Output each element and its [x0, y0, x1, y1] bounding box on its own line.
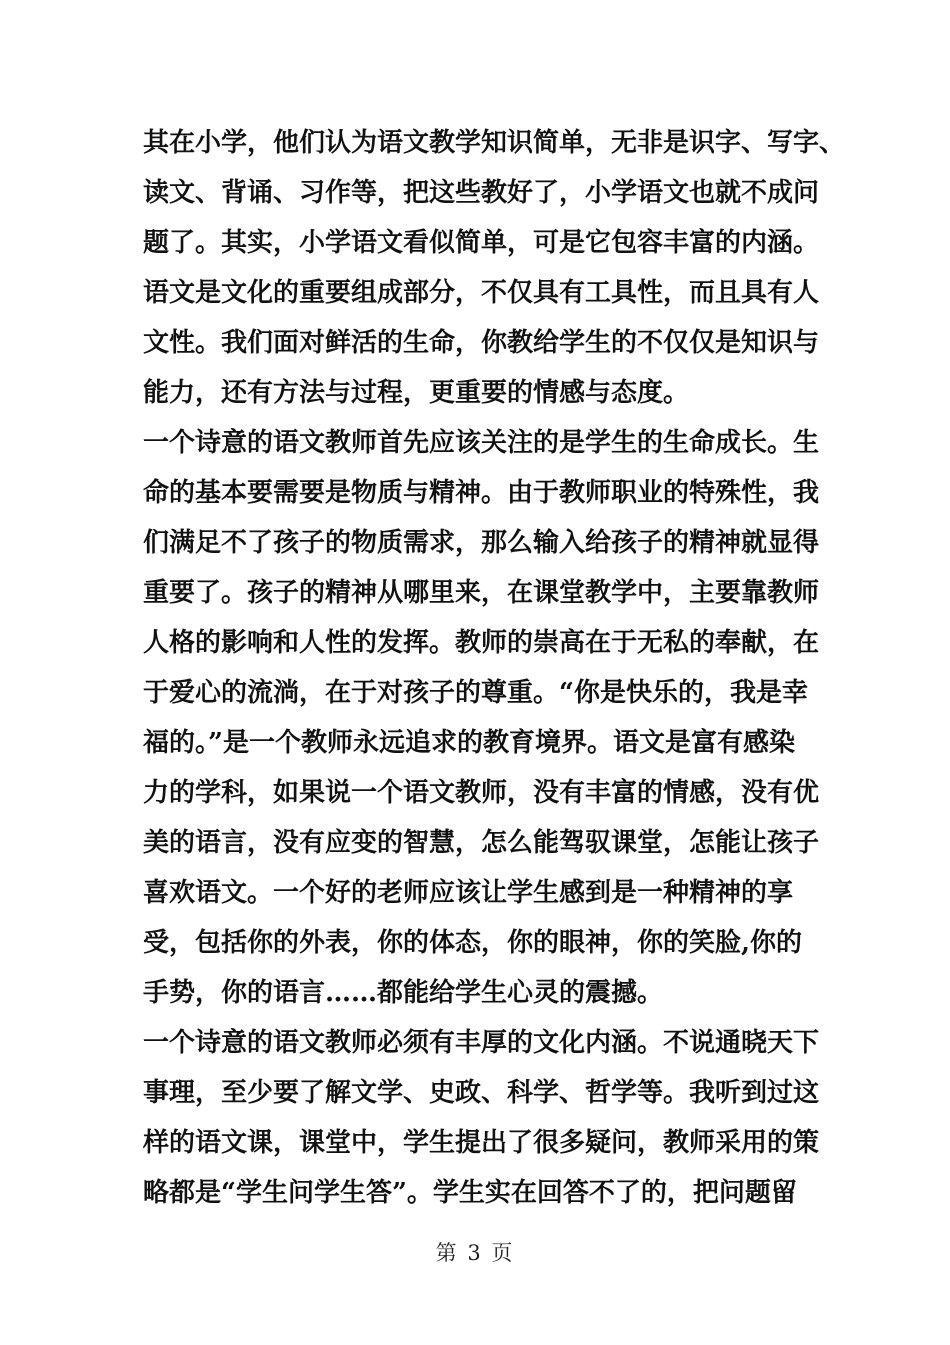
text-line: 手势，你的语言……都能给学生心灵的震撼。: [143, 978, 664, 1008]
text-line: 一个诗意的语文教师必须有丰厚的文化内涵。不说通晓天下: [143, 1028, 820, 1058]
text-line: 力的学科，如果说一个语文教师，没有丰富的情感，没有优: [143, 778, 820, 808]
text-line: 语文是文化的重要组成部分，不仅具有工具性，而且具有人: [143, 278, 820, 308]
text-line: 一个诗意的语文教师首先应该关注的是学生的生命成长。生: [143, 428, 820, 458]
text-line: 受，包括你的外表，你的体态，你的眼神，你的笑脸,你的: [143, 928, 803, 958]
text-line: 们满足不了孩子的物质需求，那么输入给孩子的精神就显得: [143, 528, 820, 558]
text-line: 读文、背诵、习作等，把这些教好了，小学语文也就不成问: [143, 178, 820, 208]
text-line: 人格的影响和人性的发挥。教师的崇高在于无私的奉献，在: [143, 628, 820, 658]
text-line: 样的语文课，课堂中，学生提出了很多疑问，教师采用的策: [143, 1128, 820, 1158]
text-line: 美的语言，没有应变的智慧，怎么能驾驭课堂，怎能让孩子: [143, 828, 820, 858]
text-line: 事理，至少要了解文学、史政、科学、哲学等。我听到过这: [143, 1078, 820, 1108]
text-line: 文性。我们面对鲜活的生命，你教给学生的不仅仅是知识与: [143, 328, 820, 358]
text-line: 于爱心的流淌，在于对孩子的尊重。“你是快乐的，我是幸: [143, 678, 808, 708]
text-line: 福的。”是一个教师永远追求的教育境界。语文是富有感染: [143, 728, 795, 758]
text-line: 题了。其实，小学语文看似简单，可是它包容丰富的内涵。: [143, 228, 820, 258]
text-line: 命的基本要需要是物质与精神。由于教师职业的特殊性，我: [143, 478, 820, 508]
page-number: 第 3 页: [435, 1241, 515, 1265]
text-line: 能力，还有方法与过程，更重要的情感与态度。: [143, 378, 690, 408]
text-line: 喜欢语文。一个好的老师应该让学生感到是一种精神的享: [143, 878, 794, 908]
text-line: 重要了。孩子的精神从哪里来，在课堂教学中，主要靠教师: [143, 578, 820, 608]
text-line: 其在小学，他们认为语文教学知识简单，无非是识字、写字、: [143, 128, 846, 158]
text-line: 略都是“学生问学生答”。学生实在回答不了的，把问题留: [143, 1178, 797, 1208]
body-text: [143, 118, 846, 1218]
